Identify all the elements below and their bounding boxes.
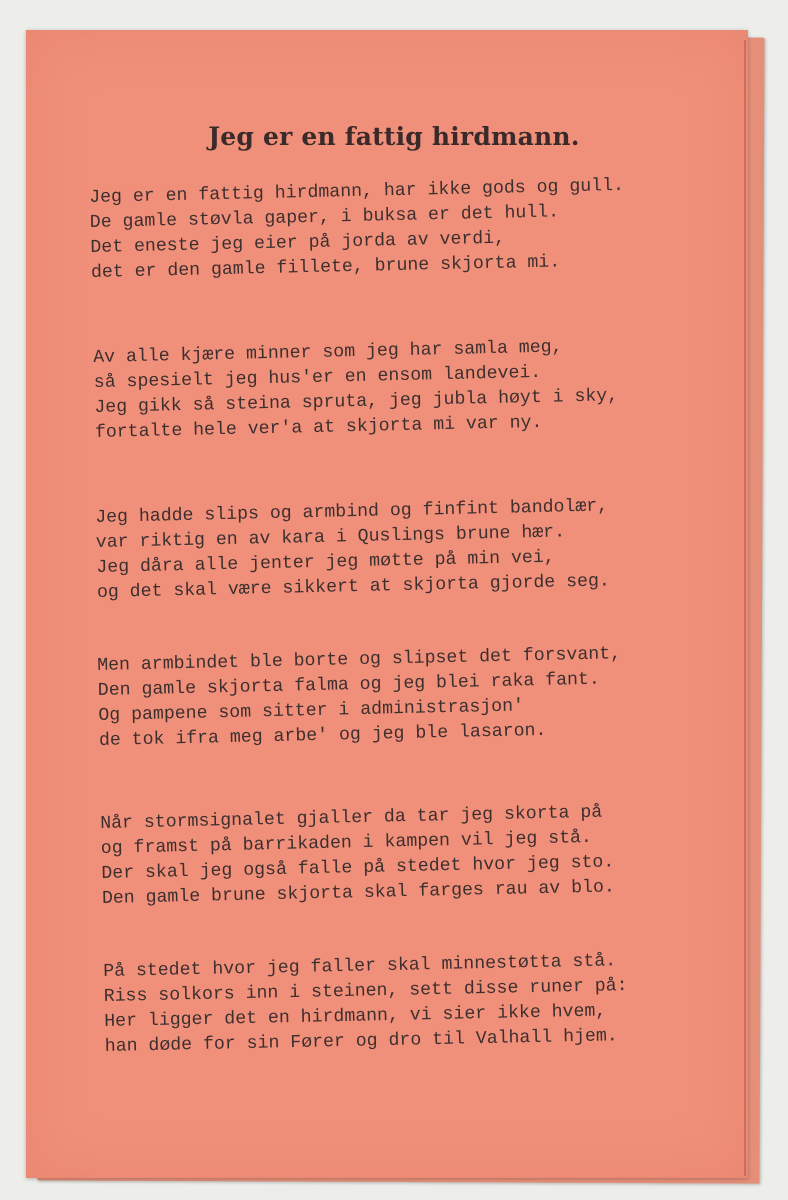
stanza-line: de tok ifra meg arbe' og jeg ble lasaron. — [98, 720, 547, 751]
stanza-line: Den gamle skjorta falma og jeg blei raka fant. — [97, 669, 600, 701]
stanza-line: På stedet hvor jeg faller skal minnestøtta stå. — [103, 951, 617, 982]
stanza-line: Jeg er en fattig hirdmann, har ikke gods og gull. — [89, 175, 625, 208]
stanza-line: De gamle støvla gaper, i buksa er det hull. — [89, 202, 560, 233]
stanza-line: han døde for sin Fører og dro til Valhall hjem. — [104, 1026, 618, 1057]
stanza-line: Av alle kjære minner som jeg har samla meg, — [93, 337, 563, 368]
stanza-6 — [103, 949, 629, 1060]
stanza-line: Jeg gikk så steina spruta, jeg jubla høyt i sky, — [94, 386, 619, 418]
stanza-line: Riss solkors inn i steinen, sett disse runer på: — [103, 976, 628, 1007]
stanza-line: og framst på barrikaden i kampen vil jeg stå. — [100, 827, 593, 859]
stanza-line: Der skal jeg også falle på stedet hvor jeg sto. — [101, 852, 615, 884]
stanza-line: så spesielt jeg hus'er en ensom landevei. — [93, 362, 542, 393]
stanza-line: Når stormsignalet gjaller da tar jeg skorta på — [100, 802, 603, 834]
fold-edge — [744, 40, 746, 1176]
stanza-5 — [100, 800, 615, 912]
stanza-1 — [89, 174, 626, 286]
stanza-3 — [95, 494, 610, 606]
stanza-line: Det eneste jeg eier på jorda av verdi, — [90, 228, 506, 258]
stanza-line: det er den gamle fillete, brune skjorta mi. — [90, 252, 561, 283]
stanza-line: fortalte hele ver'a at skjorta mi var ny. — [94, 412, 543, 443]
stanza-line: var riktig en av kara i Quslings brune hær. — [95, 522, 566, 553]
stanza-line: Jeg dåra alle jenter jeg møtte på min vei, — [96, 547, 555, 578]
stanza-4 — [97, 642, 623, 754]
stanza-line: og det skal være sikkert at skjorta gjorde seg. — [96, 571, 611, 603]
stanza-2 — [93, 334, 619, 446]
song-title: Jeg er en fattig hirdmann. — [208, 122, 580, 151]
stanza-line: Den gamle brune skjorta skal farges rau av blo. — [101, 877, 616, 909]
stanza-line: Her ligger det en hirdmann, vi sier ikke hvem, — [104, 1001, 607, 1032]
stanza-line: Og pampene som sitter i administrasjon' — [98, 696, 525, 726]
stanza-line: Jeg hadde slips og armbind og finfint bandolær, — [95, 496, 609, 528]
stanza-line: Men armbindet ble borte og slipset det forsvant, — [97, 644, 622, 676]
